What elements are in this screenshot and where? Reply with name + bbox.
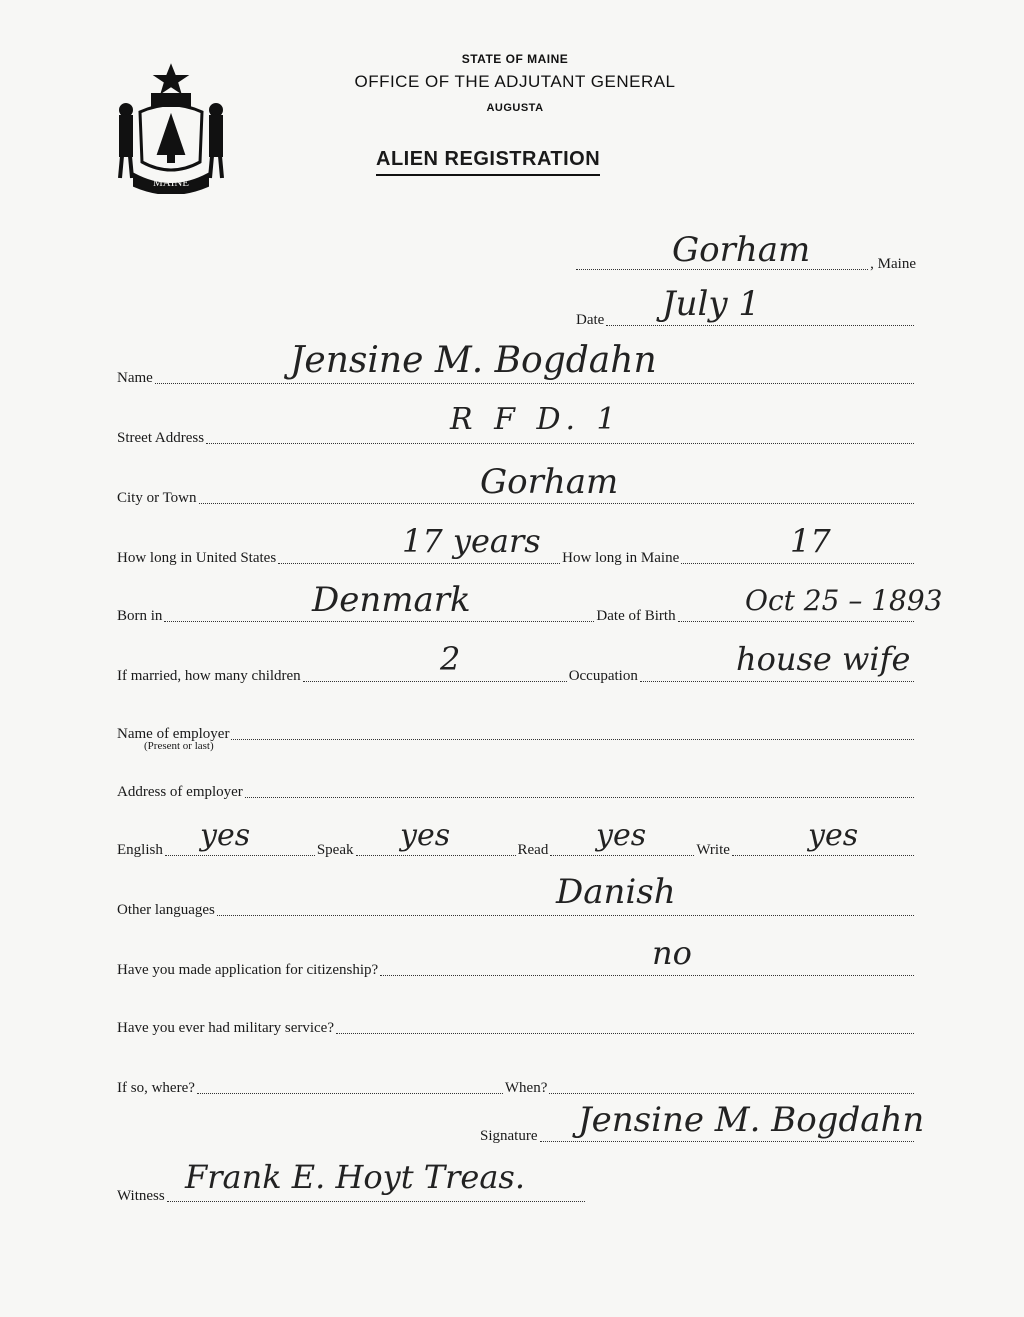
other-languages-row — [117, 898, 916, 920]
how-long-us-label: How long in United States — [117, 550, 277, 566]
read-label: Read — [517, 842, 549, 858]
how-long-maine-label: How long in Maine — [562, 550, 680, 566]
signature-label: Signature — [480, 1128, 538, 1144]
street-value: R F D. 1 — [450, 402, 622, 437]
header-city: AUGUSTA — [486, 102, 544, 114]
born-in-value: Denmark — [312, 580, 471, 620]
military-label: Have you ever had military service? — [117, 1020, 334, 1036]
employer-note: (Present or last) — [144, 740, 214, 752]
english-label: English — [117, 842, 163, 858]
witness-value: Frank E. Hoyt Treas. — [185, 1158, 525, 1196]
witness-label: Witness — [117, 1188, 165, 1204]
employer-address-label: Address of employer — [117, 784, 243, 800]
dob-label: Date of Birth — [596, 608, 676, 624]
born-in-label: Born in — [117, 608, 163, 624]
how-long-us-value: 17 years — [402, 522, 541, 560]
children-label: If married, how many children — [117, 668, 301, 684]
english-value: yes — [200, 818, 251, 853]
occupation-label: Occupation — [568, 668, 638, 684]
dob-value: Oct 25 – 1893 — [745, 584, 943, 617]
citizenship-value: no — [652, 934, 692, 972]
city-label: City or Town — [117, 490, 197, 506]
maine-label: , Maine — [870, 256, 916, 272]
citizenship-label: Have you made application for citizenship? — [117, 962, 379, 978]
date-label: Date — [576, 312, 605, 328]
when-label: When? — [504, 1080, 548, 1096]
read-value: yes — [596, 818, 647, 853]
street-label: Street Address — [117, 430, 205, 446]
town-value: Gorham — [672, 230, 811, 270]
speak-value: yes — [400, 818, 451, 853]
military-row — [117, 1016, 916, 1038]
where-row — [117, 1076, 916, 1098]
citizenship-row — [117, 958, 916, 980]
how-long-maine-value: 17 — [790, 522, 831, 560]
header-state: STATE OF MAINE — [461, 52, 569, 66]
other-languages-label: Other languages — [117, 902, 215, 918]
state-seal-icon — [112, 62, 230, 194]
employer-address-row — [117, 780, 916, 802]
write-label: Write — [696, 842, 730, 858]
children-value: 2 — [440, 640, 461, 678]
where-label: If so, where? — [117, 1080, 195, 1096]
city-value: Gorham — [480, 462, 619, 502]
svg-text:MAINE: MAINE — [152, 177, 190, 189]
employer-label: Name of employer — [117, 726, 230, 742]
date-value: July 1 — [662, 284, 761, 324]
other-languages-value: Danish — [556, 872, 676, 912]
speak-label: Speak — [316, 842, 354, 858]
signature-value: Jensine M. Bogdahn — [578, 1100, 925, 1140]
employer-row — [117, 722, 916, 744]
header-office: OFFICE OF THE ADJUTANT GENERAL — [354, 72, 676, 91]
write-value: yes — [808, 818, 859, 853]
name-label: Name — [117, 370, 153, 386]
form-title: ALIEN REGISTRATION — [376, 148, 600, 176]
name-value: Jensine M. Bogdahn — [290, 340, 657, 381]
occupation-value: house wife — [736, 640, 911, 678]
